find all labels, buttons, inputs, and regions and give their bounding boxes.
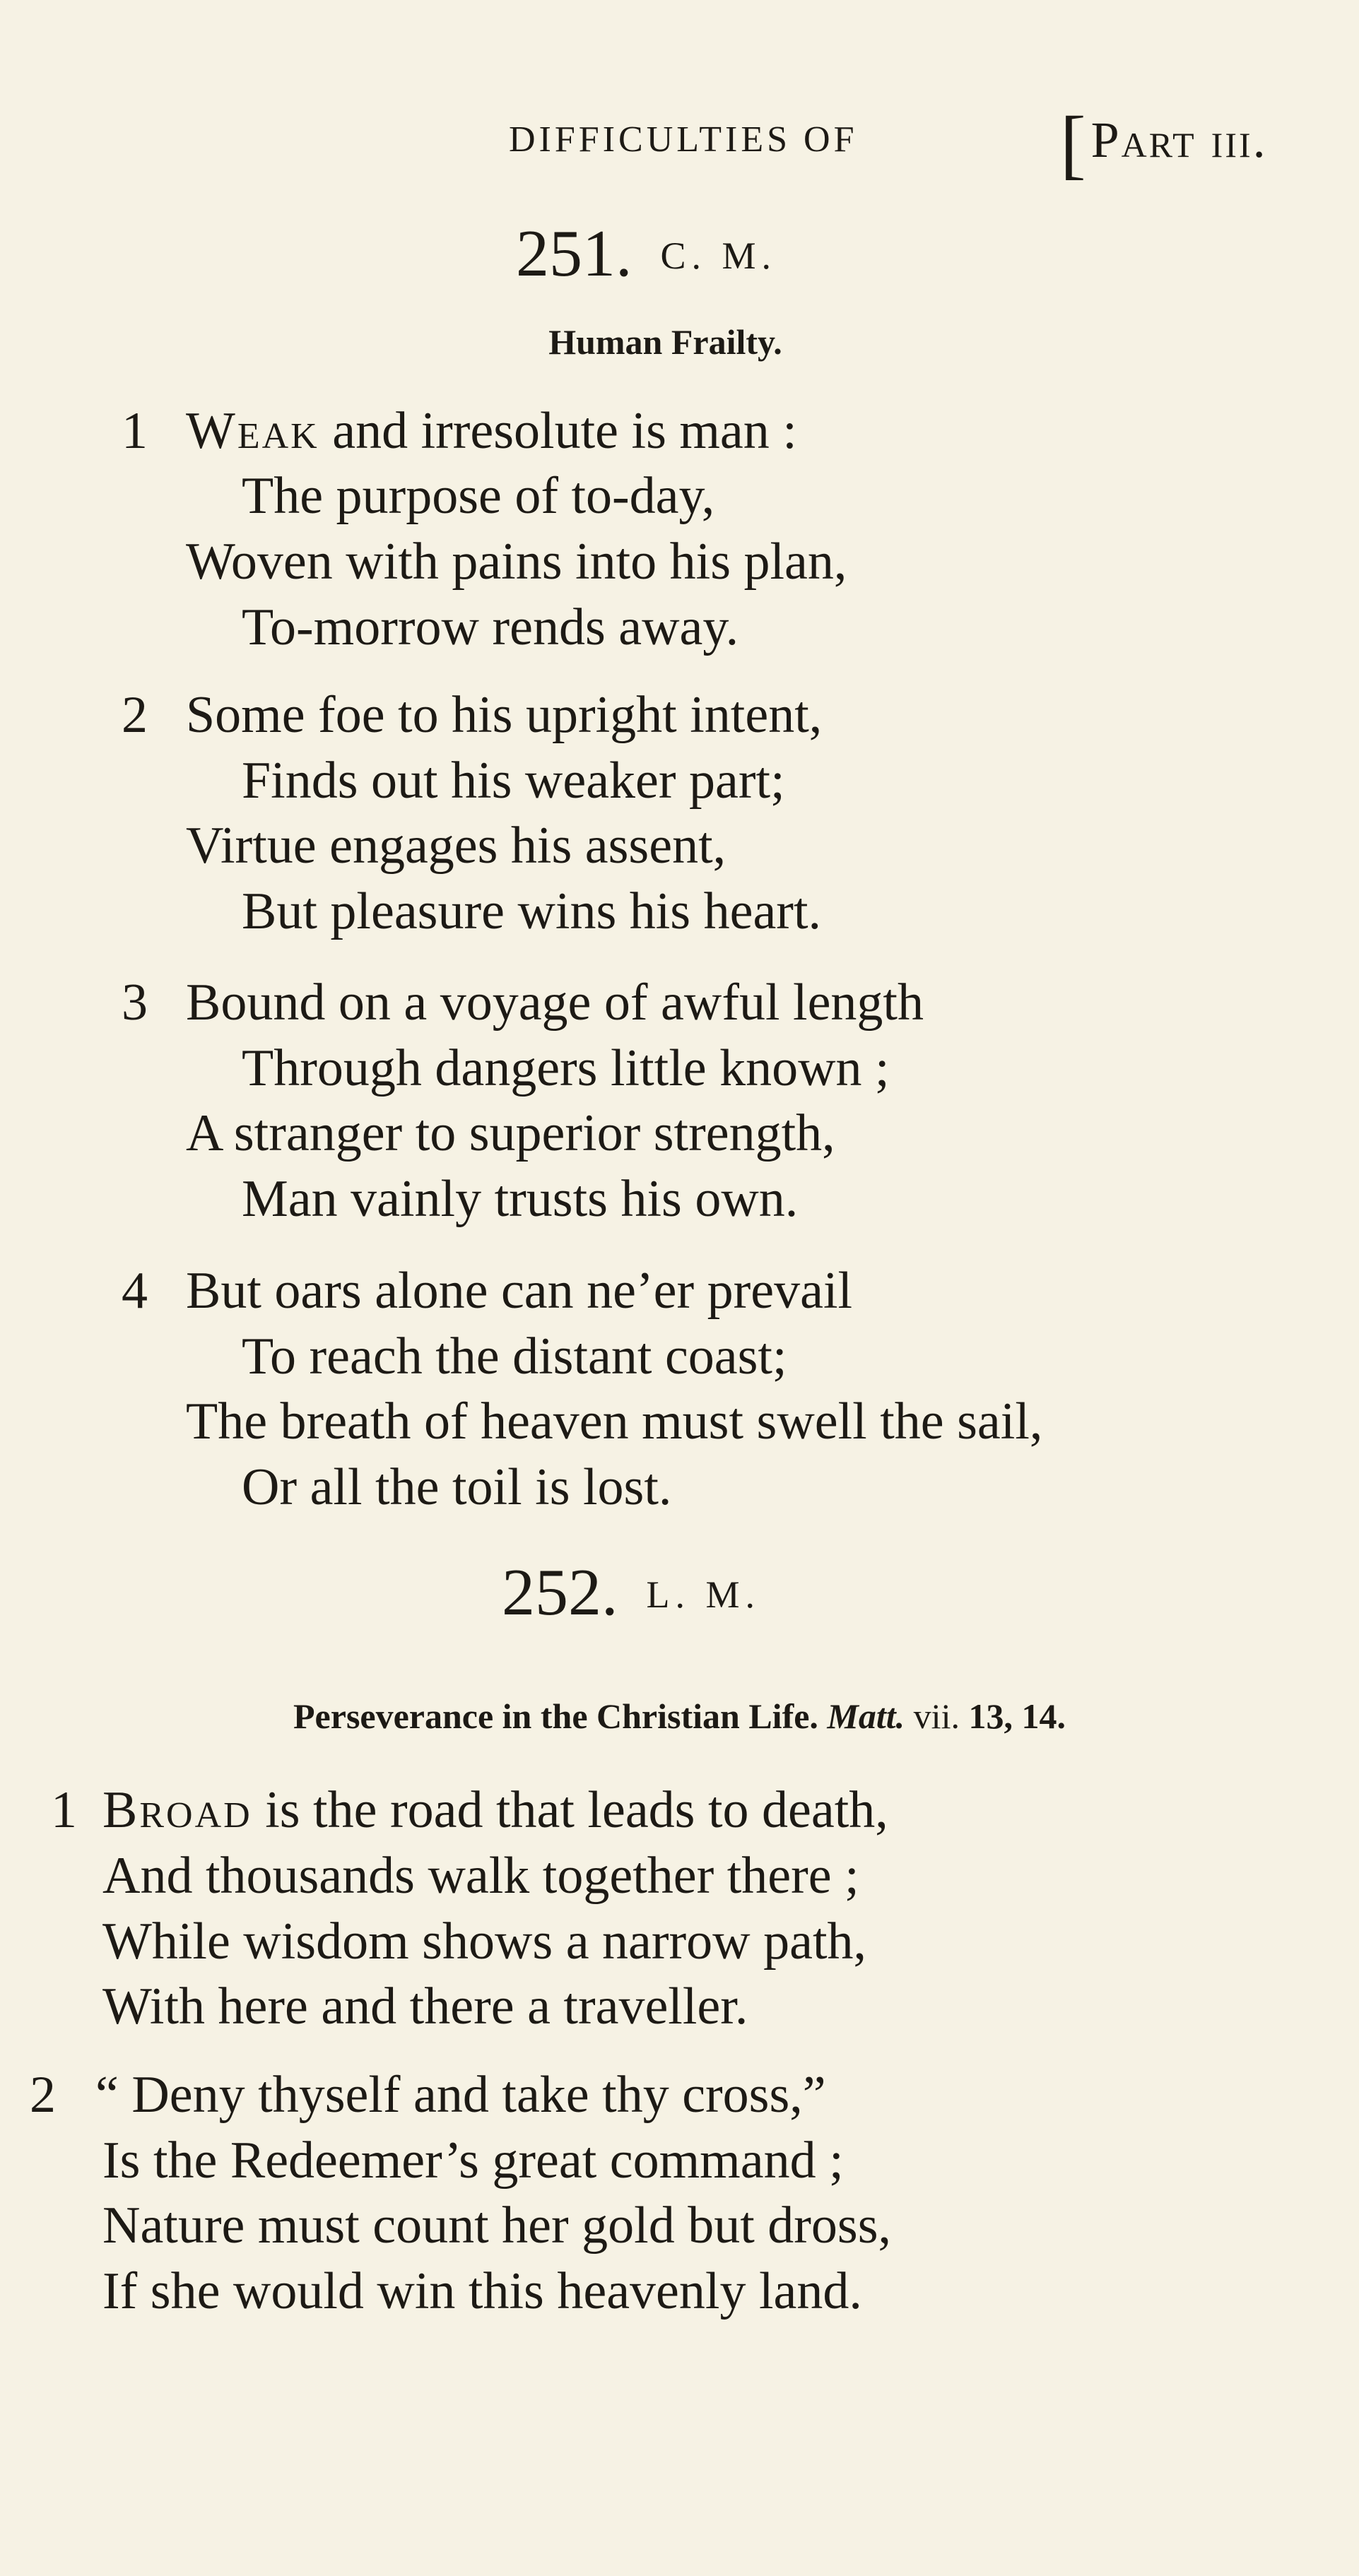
hymn-meter: L. M. bbox=[646, 1573, 760, 1616]
verse-line: Nature must count her gold but dross, bbox=[102, 2197, 891, 2255]
running-head bbox=[0, 99, 1359, 187]
verse-first-word: Broad bbox=[102, 1781, 252, 1839]
hymn-251-title: Human Frailty. bbox=[548, 322, 782, 362]
verse-line: To-morrow rends away. bbox=[242, 598, 739, 656]
verse-line: While wisdom shows a narrow path, bbox=[102, 1913, 867, 1971]
verse-line: The purpose of to-day, bbox=[242, 467, 715, 525]
title-ref-verses: 13, 14. bbox=[968, 1696, 1066, 1736]
verse-line: Through dangers little known ; bbox=[242, 1039, 890, 1097]
bracket-glyph: [ bbox=[1060, 100, 1088, 187]
part-label: Part iii. bbox=[1090, 112, 1268, 168]
verse-line: “ Deny thyself and take thy cross,” bbox=[95, 2066, 826, 2124]
verse-line: But pleasure wins his heart. bbox=[242, 882, 821, 940]
verse-line: But oars alone can ne’er prevail bbox=[186, 1262, 853, 1320]
running-head-part bbox=[1060, 99, 1268, 189]
hymn-252-title bbox=[0, 1696, 1359, 1737]
verse-number: 4 bbox=[122, 1262, 148, 1320]
verse-line: To reach the distant coast; bbox=[242, 1328, 787, 1386]
verse-line: If she would win this heavenly land. bbox=[102, 2262, 862, 2320]
verse-line-rest: and irresolute is man : bbox=[319, 402, 797, 460]
hymn-252-heading bbox=[502, 1554, 760, 1631]
title-ref-chapter: vii. bbox=[913, 1696, 960, 1736]
verse-number: 2 bbox=[122, 686, 148, 744]
hymn-meter: C. M. bbox=[660, 235, 777, 277]
verse-line: With here and there a traveller. bbox=[102, 1978, 748, 2036]
hymn-number: 252. bbox=[502, 1556, 618, 1629]
hymn-251-heading bbox=[516, 215, 777, 292]
verse-number: 3 bbox=[122, 974, 148, 1032]
verse-line: A stranger to superior strength, bbox=[186, 1104, 835, 1162]
verse-line: Woven with pains into his plan, bbox=[186, 533, 847, 591]
verse-first-word: Weak bbox=[186, 402, 319, 460]
title-text: Perseverance in the Christian Life. bbox=[293, 1696, 818, 1736]
verse-line: The breath of heaven must swell the sail, bbox=[186, 1393, 1043, 1451]
verse-line: And thousands walk together there ; bbox=[102, 1847, 859, 1905]
title-ref-book: Matt. bbox=[827, 1696, 905, 1736]
verse-line: Some foe to his upright intent, bbox=[186, 686, 823, 744]
verse-number: 1 bbox=[122, 402, 148, 460]
verse-number: 2 bbox=[30, 2066, 56, 2124]
verse-line: Or all the toil is lost. bbox=[242, 1458, 672, 1516]
verse-line bbox=[102, 1781, 888, 1839]
verse-line: Finds out his weaker part; bbox=[242, 752, 785, 810]
verse-line bbox=[186, 402, 797, 460]
running-head-title: DIFFICULTIES OF bbox=[509, 119, 858, 160]
verse-line: Man vainly trusts his own. bbox=[242, 1170, 799, 1228]
hymn-number: 251. bbox=[516, 217, 633, 290]
verse-number: 1 bbox=[51, 1781, 77, 1839]
verse-line: Bound on a voyage of awful length bbox=[186, 974, 924, 1032]
verse-line: Virtue engages his assent, bbox=[186, 817, 726, 875]
verse-line-rest: is the road that leads to death, bbox=[252, 1781, 888, 1839]
verse-line: Is the Redeemer’s great command ; bbox=[102, 2132, 844, 2190]
